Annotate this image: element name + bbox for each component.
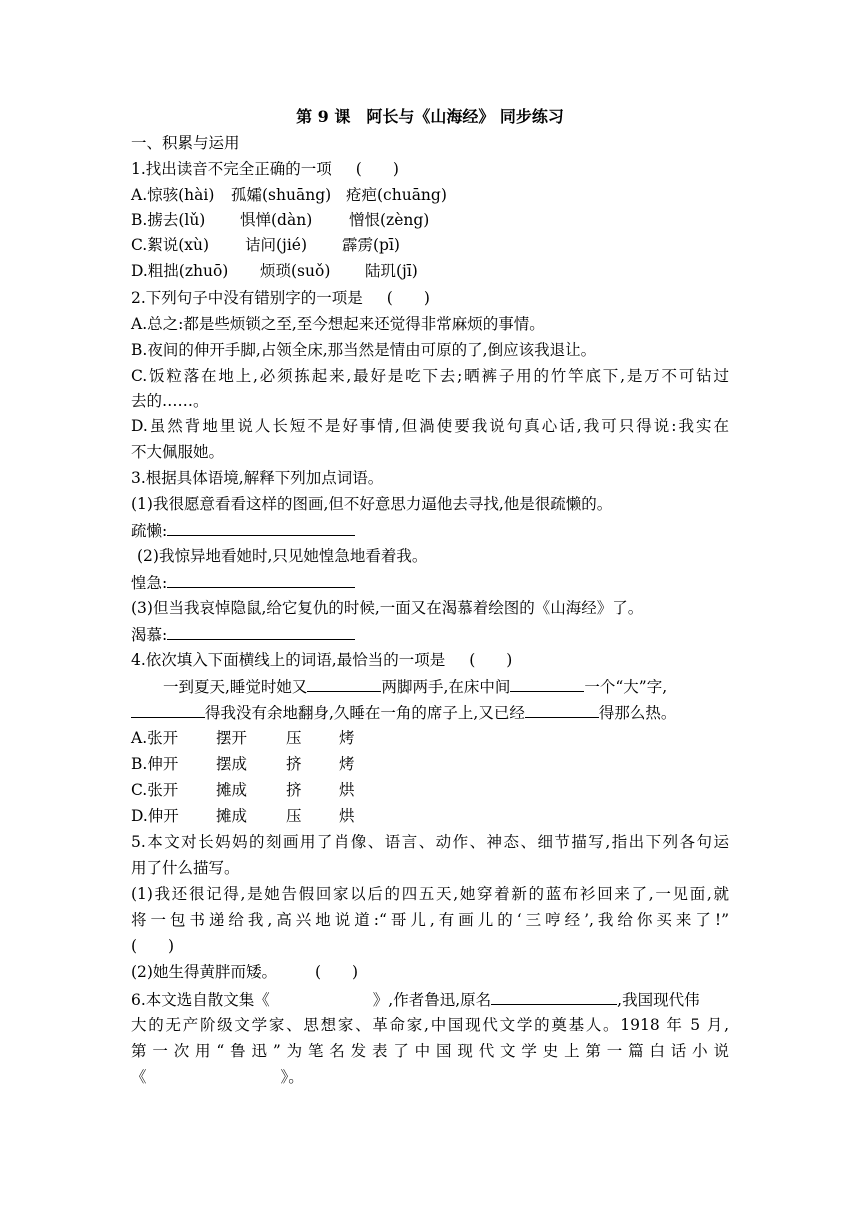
option-item: C.张开 xyxy=(131,781,179,799)
question-5-sentence-2 xyxy=(131,962,358,982)
section-heading: 一、积累与运用 xyxy=(131,134,240,152)
option-item: D.粗拙(zhuō) xyxy=(131,262,229,280)
option-item: D.伸开 xyxy=(131,807,179,825)
option-item: B.掳去(lǔ) xyxy=(131,211,206,229)
option-item: 孤孀(shuāng) xyxy=(231,186,332,204)
answer-blank[interactable] xyxy=(510,676,584,692)
answer-bracket: ( ) xyxy=(131,937,175,955)
question-1-option-b xyxy=(131,210,429,230)
question-4-option-d xyxy=(131,806,355,826)
question-6-line1 xyxy=(131,989,700,1010)
passage-text: 一到夏天,睡觉时她又 xyxy=(163,678,308,696)
option-item: 压 xyxy=(286,807,302,825)
passage-text: 两脚两手,在床中间 xyxy=(381,678,511,696)
question-4-stem xyxy=(131,650,512,670)
option-item: 霹雳(pī) xyxy=(342,236,400,254)
option-item: 烤 xyxy=(339,755,355,773)
question-3-sentence-1: (1)我很愿意看看这样的图画,但不好意思力逼他去寻找,他是很疏懒的。 xyxy=(131,495,613,513)
option-item: 摆成 xyxy=(216,755,248,773)
question-3-stem: 3.根据具体语境,解释下列加点词语。 xyxy=(131,469,384,487)
question-4-option-c xyxy=(131,780,355,800)
question-5-stem-line1: 5.本文对长妈妈的刻画用了肖像、语言、动作、神态、细节描写,指出下列各句运 xyxy=(131,833,729,851)
question-5-sentence-1-line1: (1)我还很记得,是她告假回家以后的四五天,她穿着新的蓝布衫回来了,一见面,就 xyxy=(131,885,729,903)
question-5-sentence-1-line2: 将一包书递给我,高兴地说道:“哥儿,有画儿的‘三哼经’,我给你买来了!” xyxy=(131,911,729,929)
answer-label: 疏懒: xyxy=(131,522,168,540)
option-item: 摊成 xyxy=(216,807,248,825)
question-2-option-b: B.夜间的伸开手脚,占领全床,那当然是情由可原的了,倒应该我退让。 xyxy=(131,341,597,359)
question-1-option-a xyxy=(131,185,447,205)
answer-blank[interactable] xyxy=(131,702,205,718)
option-item: C.絮说(xù) xyxy=(131,236,210,254)
question-text: 》。 xyxy=(280,1068,304,1086)
answer-blank[interactable] xyxy=(167,624,355,640)
option-item: 惧惮(dàn) xyxy=(240,211,313,229)
question-1-option-d xyxy=(131,261,418,281)
question-6-line3: 第一次用“鲁迅”为笔名发表了中国现代文学史上第一篇白话小说 xyxy=(131,1042,729,1060)
question-4-passage-line2 xyxy=(131,702,676,723)
question-6-line4 xyxy=(131,1067,304,1087)
option-item: A.惊骇(hài) xyxy=(131,186,215,204)
question-1-option-c xyxy=(131,235,400,255)
option-item: B.伸开 xyxy=(131,755,179,773)
question-3-sentence-3: (3)但当我哀悼隐鼠,给它复仇的时候,一面又在渴慕着绘图的《山海经》了。 xyxy=(131,599,644,617)
question-text: 6.本文选自散文集《 xyxy=(131,991,270,1009)
question-4-option-b xyxy=(131,754,355,774)
answer-label: 惶急: xyxy=(131,574,168,592)
question-4-passage-line1 xyxy=(163,676,667,697)
answer-bracket: ( ) xyxy=(469,651,513,669)
option-item: 疮疤(chuāng) xyxy=(346,186,447,204)
option-item: A.张开 xyxy=(131,729,179,747)
page-title: 第 9 课 阿长与《山海经》 同步练习 xyxy=(296,107,564,126)
question-2-stem xyxy=(131,288,430,308)
question-1-stem xyxy=(131,159,399,179)
question-6-line2: 大的无产阶级文学家、思想家、革命家,中国现代文学的奠基人。1918 年 5 月, xyxy=(131,1016,729,1034)
question-5-stem-line2: 用了什么描写。 xyxy=(131,859,240,877)
question-3-answer-3 xyxy=(131,624,355,645)
answer-bracket: ( ) xyxy=(386,289,430,307)
option-item: 挤 xyxy=(286,755,302,773)
answer-blank[interactable] xyxy=(307,676,381,692)
question-2-option-c-line1: C.饭粒落在地上,必须拣起来,最好是吃下去;晒裤子用的竹竿底下,是万不可钻过 xyxy=(131,367,729,385)
option-item: 烘 xyxy=(339,781,355,799)
passage-text: 一个“大”字, xyxy=(584,678,668,696)
question-text: 4.依次填入下面横线上的词语,最恰当的一项是 xyxy=(131,651,446,669)
option-item: 挤 xyxy=(286,781,302,799)
answer-label: 渴慕: xyxy=(131,626,168,644)
option-item: 憎恨(zèng) xyxy=(349,211,430,229)
option-item: 烦琐(suǒ) xyxy=(260,262,331,280)
answer-bracket: ( ) xyxy=(355,160,399,178)
question-text: 》,作者鲁迅,原名 xyxy=(372,991,492,1009)
option-item: 摊成 xyxy=(216,781,248,799)
answer-blank[interactable] xyxy=(525,702,599,718)
option-item: 摆开 xyxy=(216,729,248,747)
question-2-option-d-line2: 不大佩服她。 xyxy=(131,443,225,461)
passage-text: 得那么热。 xyxy=(598,704,677,722)
question-3-answer-2 xyxy=(131,572,355,593)
question-text: 2.下列句子中没有错别字的一项是 xyxy=(131,289,363,307)
question-text: 《 xyxy=(131,1068,147,1086)
passage-text: 得我没有余地翻身,久睡在一角的席子上,又已经 xyxy=(205,704,525,722)
option-item: 烘 xyxy=(339,807,355,825)
question-3-sentence-2: (2)我惊异地看她时,只见她惶急地看着我。 xyxy=(137,547,428,565)
answer-blank[interactable] xyxy=(167,572,355,588)
question-2-option-c-line2: 去的……。 xyxy=(131,392,209,410)
question-2-option-d-line1: D.虽然背地里说人长短不是好事情,但渦使要我说句真心话,我可只得说:我实在 xyxy=(131,417,729,435)
question-3-answer-1 xyxy=(131,520,355,541)
question-text: ,我国现代伟 xyxy=(617,991,700,1009)
option-item: 诘问(jié) xyxy=(245,236,308,254)
question-4-option-a xyxy=(131,728,355,748)
answer-bracket: ( ) xyxy=(314,963,359,981)
option-item: 压 xyxy=(286,729,302,747)
question-text: (2)她生得黄胖而矮。 xyxy=(131,963,277,981)
question-2-option-a: A.总之:都是些烦锁之至,至今想起来还觉得非常麻烦的事情。 xyxy=(131,315,545,333)
answer-blank[interactable] xyxy=(167,520,355,536)
question-text: 1.找出读音不完全正确的一项 xyxy=(131,160,332,178)
option-item: 烤 xyxy=(339,729,355,747)
option-item: 陆玑(jī) xyxy=(365,262,418,280)
answer-blank[interactable] xyxy=(491,989,617,1005)
